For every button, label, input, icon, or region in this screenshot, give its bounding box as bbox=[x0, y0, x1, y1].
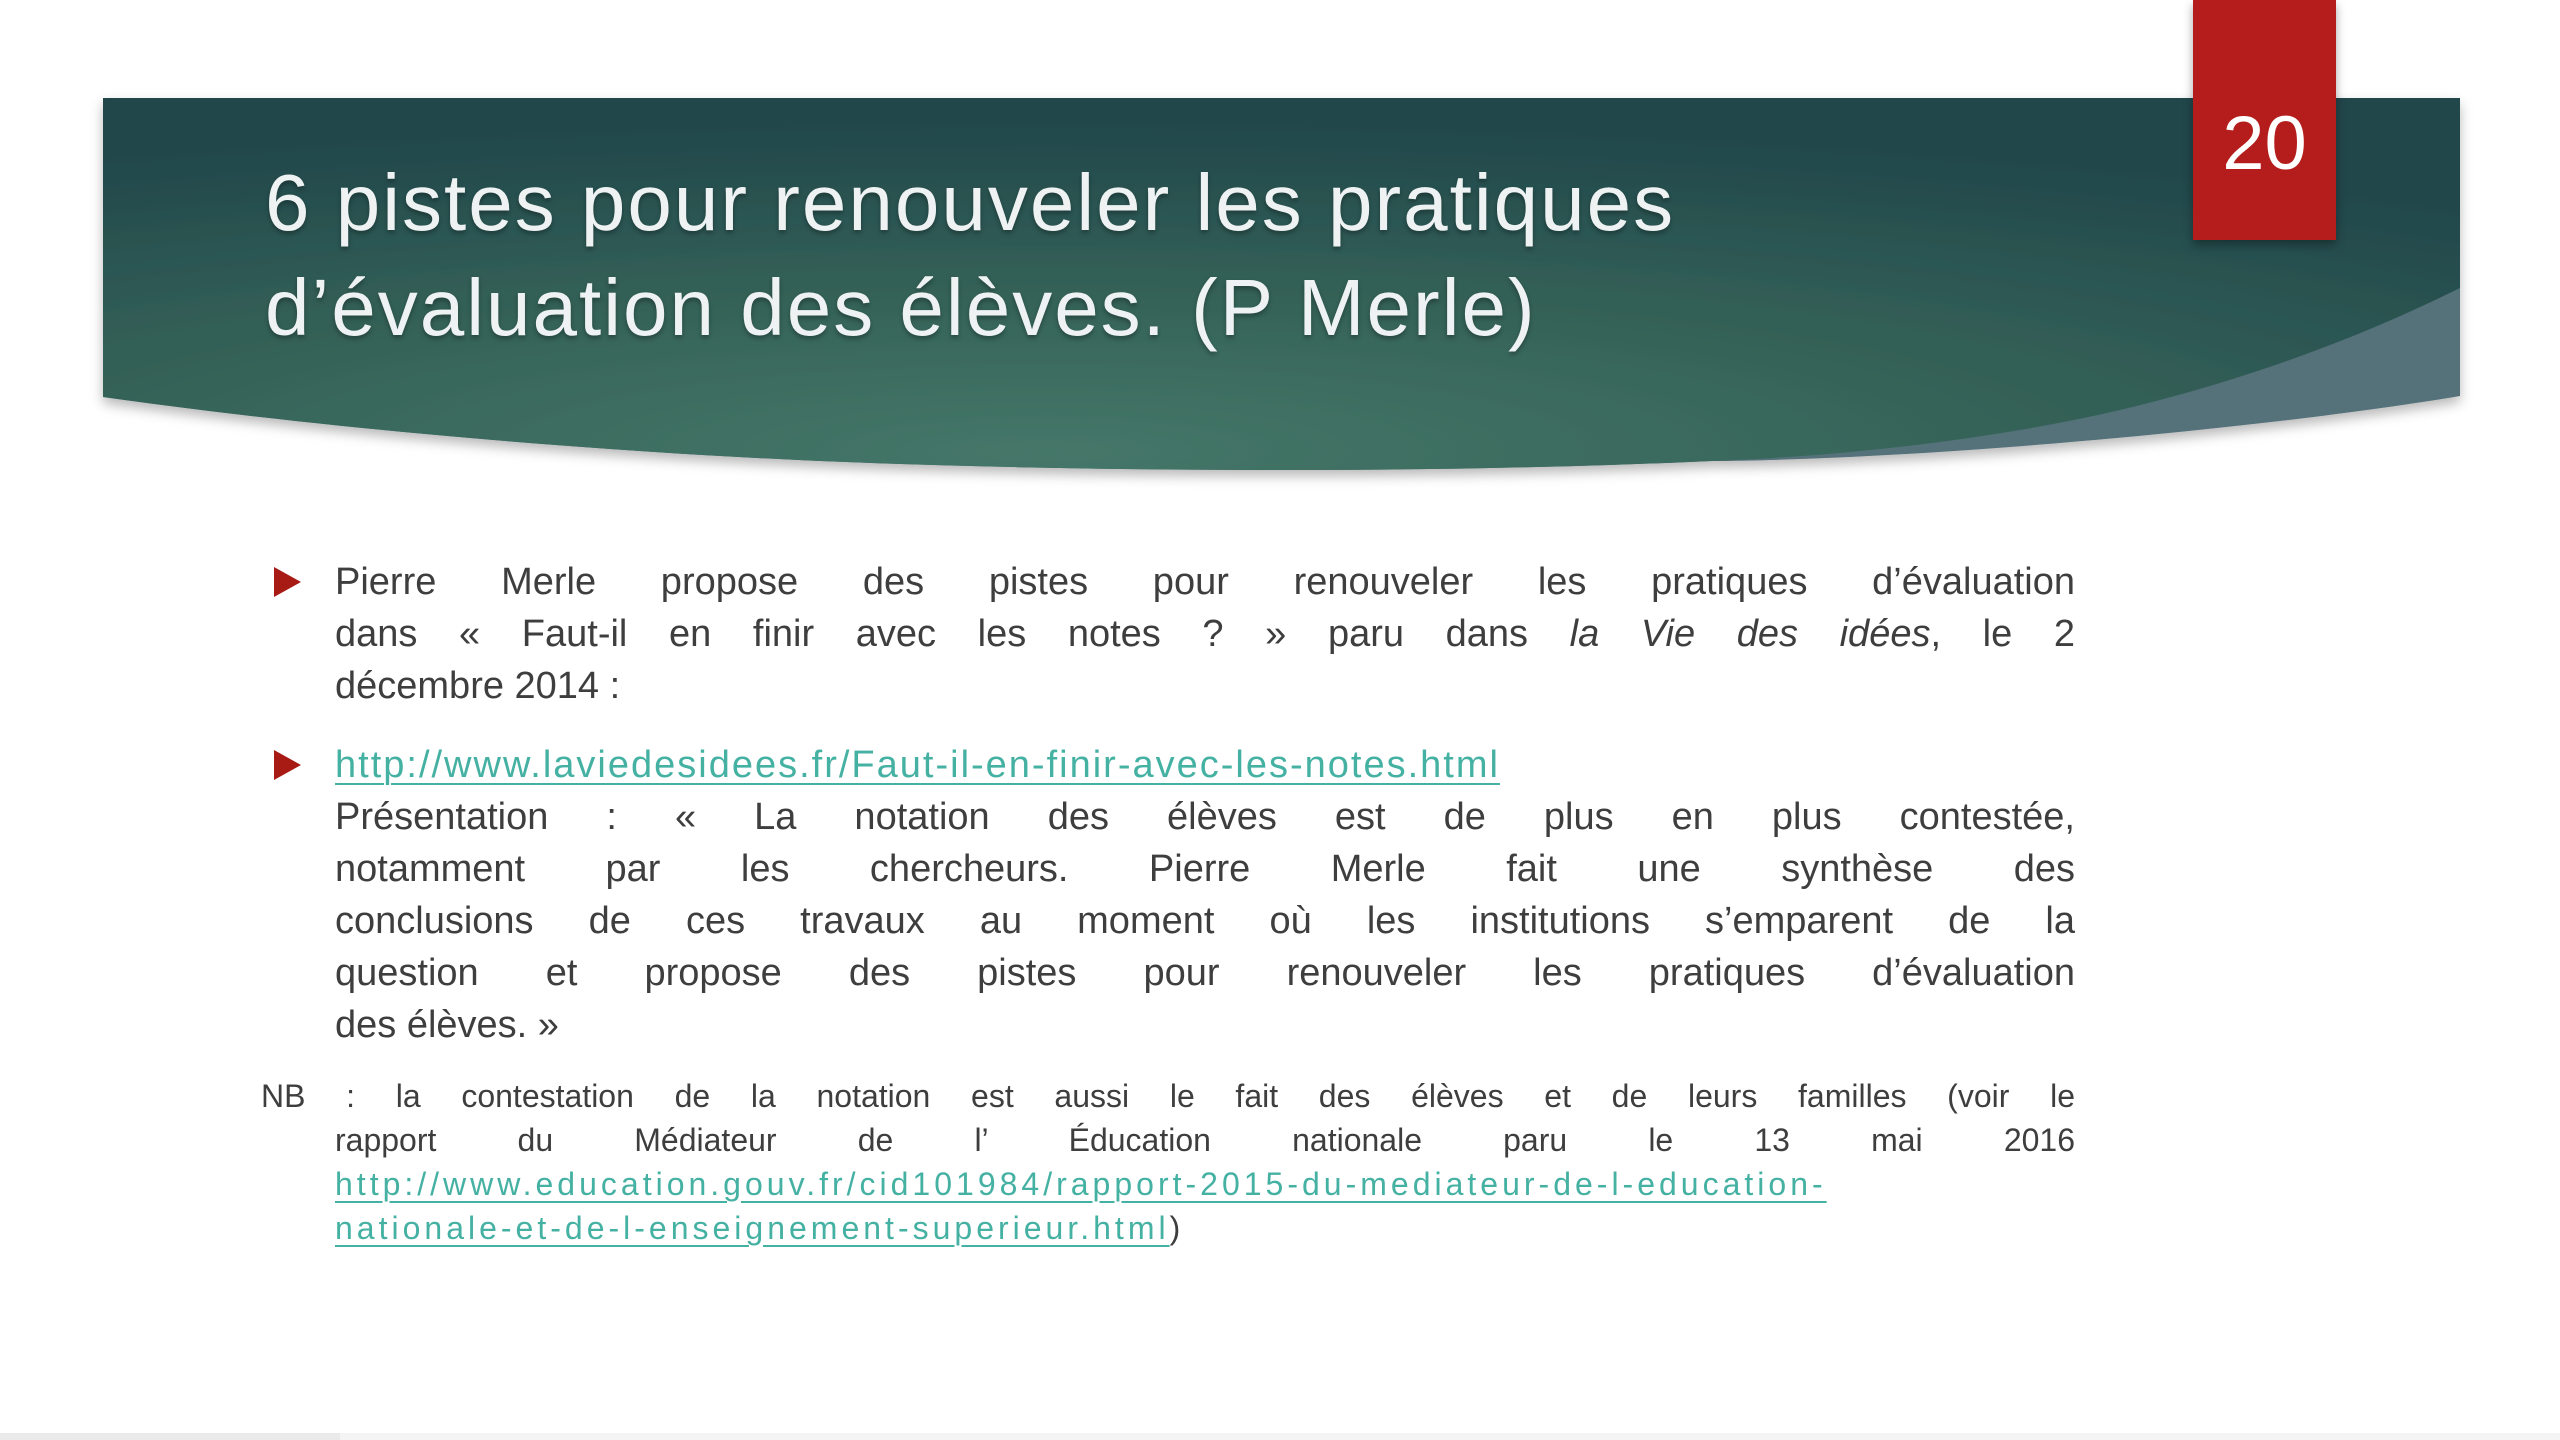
bullet-1-paragraph bbox=[335, 556, 2075, 712]
book-title-italic: la Vie des idées bbox=[1569, 613, 1931, 655]
text-line: rapport du Médiateur de l’ Éducation nationale paru le 13 mai 2016 bbox=[335, 1122, 2075, 1158]
text-line bbox=[335, 1206, 2075, 1250]
laviedesidees-hyperlink[interactable]: http://www.laviedesidees.fr/Faut-il-en-finir-avec-les-notes.html bbox=[335, 744, 1500, 786]
text-segment: dans « Faut-il en finir avec les notes ? » paru dans bbox=[335, 613, 1570, 655]
text-line bbox=[335, 608, 2075, 660]
text-line: décembre 2014 : bbox=[335, 665, 621, 707]
bullet-2-paragraph bbox=[335, 739, 2075, 1051]
bottom-edge-strip bbox=[0, 1433, 2560, 1440]
text-line bbox=[335, 1162, 2075, 1206]
text-line: Pierre Merle propose des pistes pour renouveler les pratiques d’évaluation bbox=[335, 561, 2075, 603]
education-gouv-hyperlink-line2[interactable]: nationale-et-de-l-enseignement-superieur.html bbox=[335, 1210, 1170, 1246]
nb-note-paragraph bbox=[261, 1074, 2075, 1250]
bullet-triangle-icon bbox=[274, 750, 301, 780]
bottom-edge-strip-segment bbox=[0, 1433, 340, 1440]
text-line: notamment par les chercheurs. Pierre Merle fait une synthèse des bbox=[335, 848, 2075, 890]
text-line: NB : la contestation de la notation est aussi le fait des élèves et de leurs familles (voir le bbox=[261, 1078, 2075, 1114]
closing-paren: ) bbox=[1169, 1210, 1181, 1246]
text-line: question et propose des pistes pour renouveler les pratiques d’évaluation bbox=[335, 952, 2075, 994]
text-line: conclusions de ces travaux au moment où les institutions s’emparent de la bbox=[335, 900, 2075, 942]
bullet-triangle-icon bbox=[274, 567, 301, 597]
slide-number-tab bbox=[2193, 0, 2336, 240]
text-line: Présentation : « La notation des élèves est de plus en plus contestée, bbox=[335, 796, 2075, 838]
slide-number: 20 bbox=[2222, 101, 2307, 186]
text-segment: , le 2 bbox=[1930, 613, 2075, 655]
text-line bbox=[335, 739, 2075, 791]
slide-title: 6 pistes pour renouveler les pratiques d’évaluation des élèves. (P Merle) bbox=[265, 158, 1676, 352]
education-gouv-hyperlink-line1[interactable]: http://www.education.gouv.fr/cid101984/rapport-2015-du-mediateur-de-l-education- bbox=[335, 1166, 1827, 1202]
text-line: des élèves. » bbox=[335, 1004, 559, 1046]
